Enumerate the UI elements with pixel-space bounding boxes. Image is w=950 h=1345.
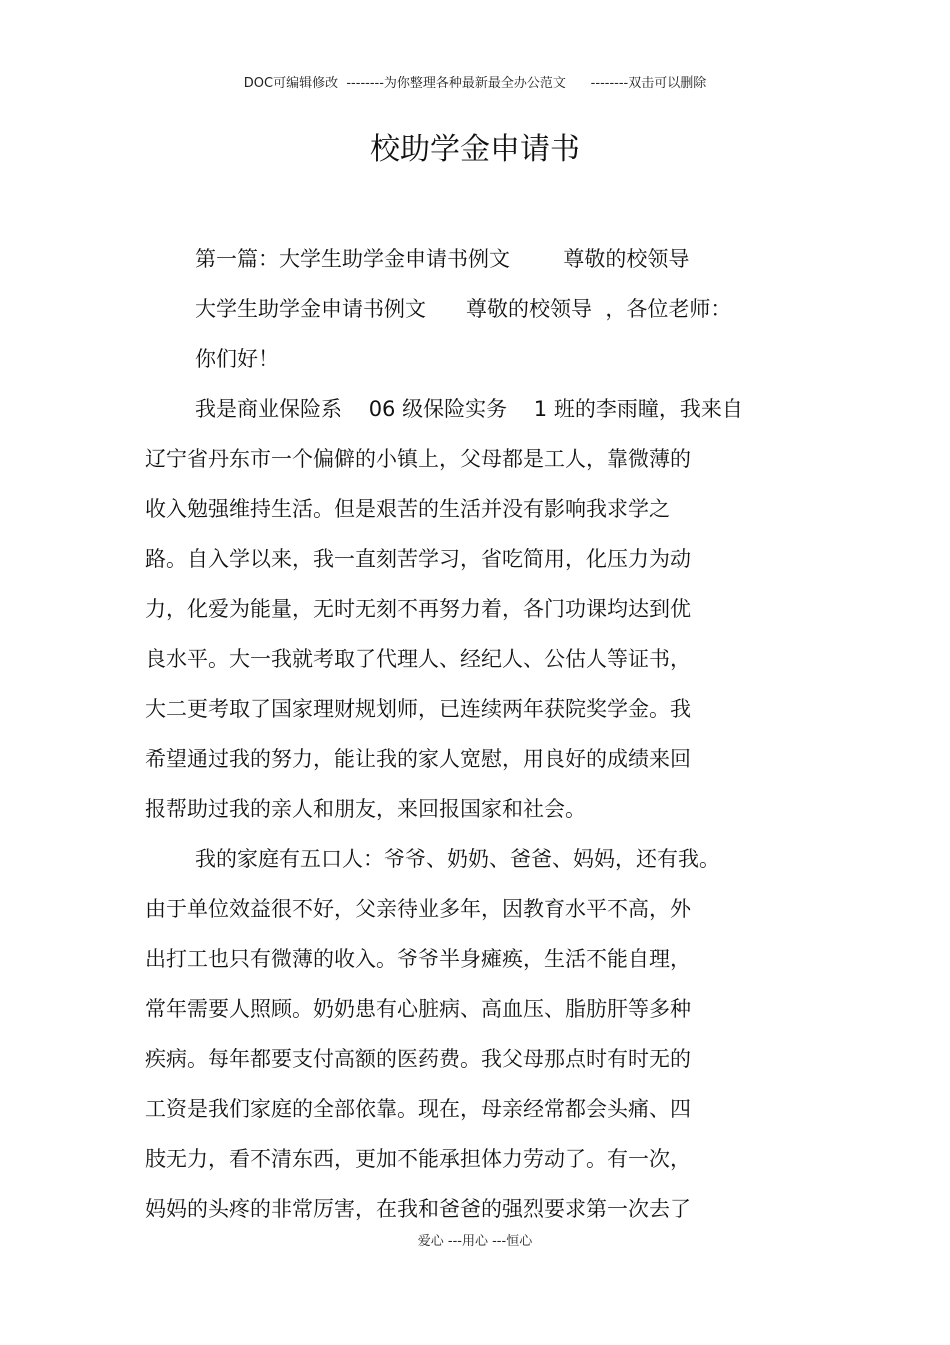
body-line-15: 出打工也只有微薄的收入。爷爷半身瘫痪，生活不能自理，: [145, 947, 691, 971]
body-line-2: 大学生助学金申请书例文 尊敬的校领导 ，各位老师：: [195, 297, 732, 321]
body-line-7: 路。自入学以来，我一直刻苦学习，省吃简用，化压力为动: [145, 547, 691, 571]
body-line-20: 妈妈的头疼的非常厉害，在我和爸爸的强烈要求第一次去了: [145, 1197, 691, 1221]
body-line-18: 工资是我们家庭的全部依靠。现在，母亲经常都会头痛、四: [145, 1097, 691, 1121]
body-line-4: 我是商业保险系 06 级保险实务 1 班的李雨瞳，我来自: [195, 397, 743, 421]
body-line-5: 辽宁省丹东市一个偏僻的小镇上，父母都是工人，靠微薄的: [145, 447, 691, 471]
body-line-12: 报帮助过我的亲人和朋友，来回报国家和社会。: [145, 797, 586, 821]
body-line-14: 由于单位效益很不好，父亲待业多年，因教育水平不高，外: [145, 897, 691, 921]
body-line-8: 力，化爱为能量，无时无刻不再努力着，各门功课均达到优: [145, 597, 691, 621]
body-line-19: 肢无力，看不清东西，更加不能承担体力劳动了。有一次，: [145, 1147, 691, 1171]
page-footer: 爱心 ---用心 ---恒心: [417, 1234, 533, 1249]
body-line-11: 希望通过我的努力，能让我的家人宽慰，用良好的成绩来回: [145, 747, 691, 771]
body-line-9: 良水平。大一我就考取了代理人、经纪人、公估人等证书，: [145, 647, 691, 671]
body-line-10: 大二更考取了国家理财规划师，已连续两年获院奖学金。我: [145, 697, 691, 721]
body-line-16: 常年需要人照顾。奶奶患有心脏病、高血压、脂肪肝等多种: [145, 997, 691, 1021]
body-line-13: 我的家庭有五口人：爷爷、奶奶、爸爸、妈妈，还有我。: [195, 847, 720, 871]
body-line-3: 你们好！: [195, 347, 279, 371]
body-line-1: 第一篇：大学生助学金申请书例文 尊敬的校领导: [195, 247, 690, 271]
body-line-6: 收入勉强维持生活。但是艰苦的生活并没有影响我求学之: [145, 497, 670, 521]
body-line-17: 疾病。每年都要支付高额的医药费。我父母那点时有时无的: [145, 1047, 691, 1071]
document-title: 校助学金申请书: [370, 132, 580, 167]
page-header: DOC可编辑修改 --------为你整理各种最新最全办公范文 --------双击可以删除: [243, 76, 707, 91]
